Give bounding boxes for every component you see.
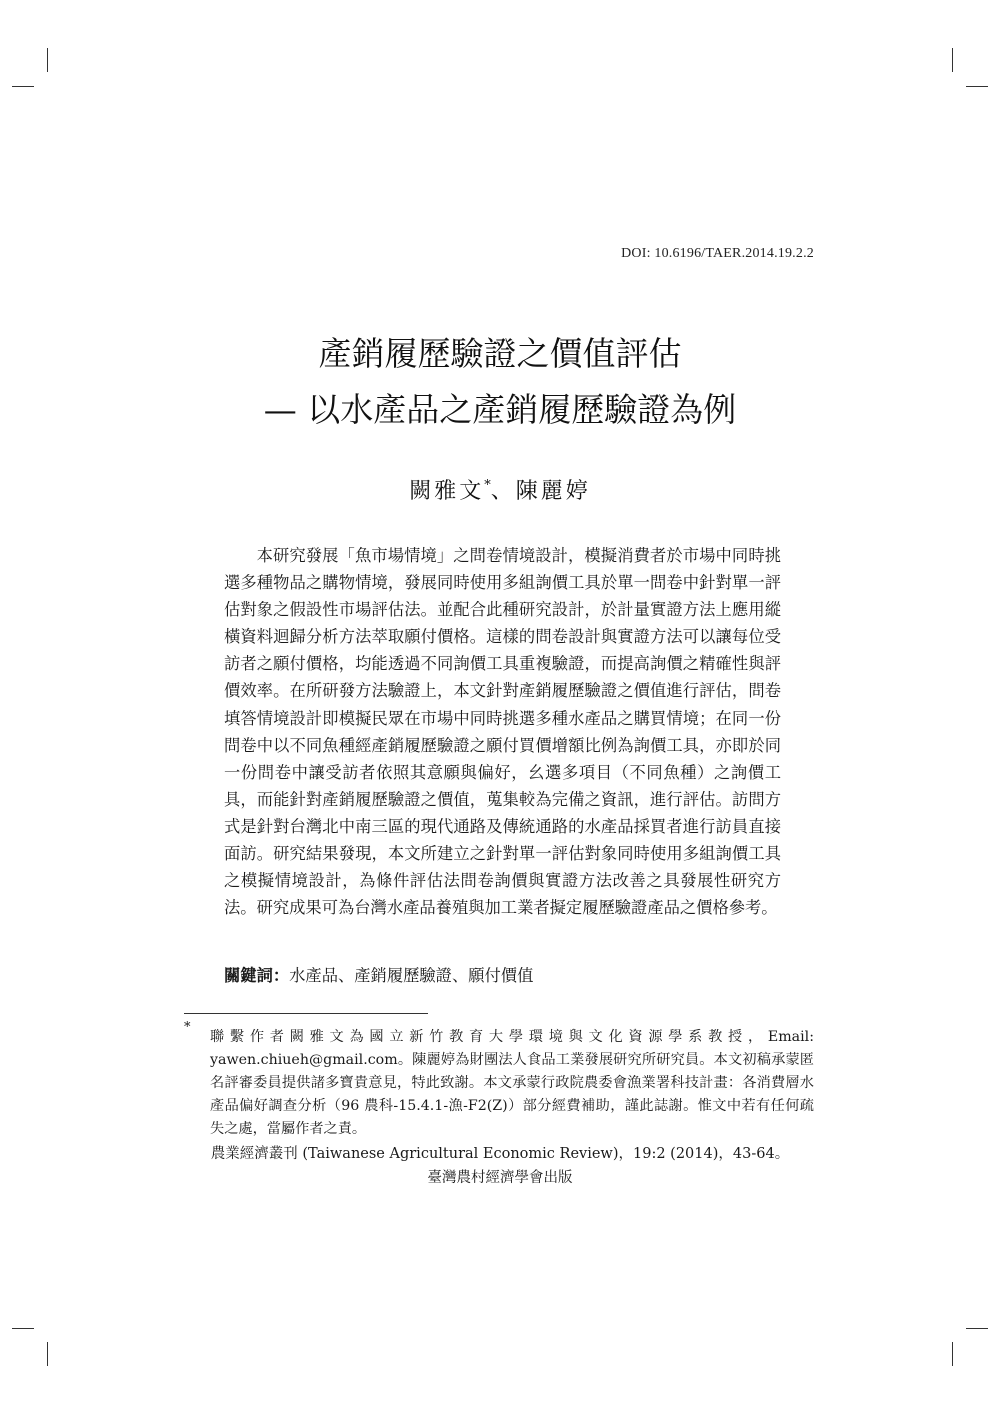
doi-label: DOI: 10.6196/TAER.2014.19.2.2 [621, 246, 814, 261]
footnote-divider [184, 1013, 428, 1014]
author-list [0, 474, 1000, 505]
crop-mark [966, 86, 988, 87]
journal-citation: 農業經濟叢刊 (Taiwanese Agricultural Economic Review)，19:2 (2014)，43-64。 [210, 1146, 790, 1162]
footnote-text: 聯繫作者闕雅文為國立新竹教育大學環境與文化資源學系教授，Email: yawen.chiueh@gmail.com。陳麗婷為財團法人食品工業發展研究所研究員。本文初稿承蒙匿名評審委員提供諸多寶貴意見，特此致謝。本文承蒙行政院農委會漁業署科技計畫：各消費層水產品偏好調查分析（96 農科-15.4.1-漁-F2(Z)）部分經費補助，謹此誌謝。惟文中若有任何疏失之處，當屬作者之責。 [210, 1029, 814, 1137]
title-line-1: 產銷履歷驗證之價值評估 [318, 334, 682, 373]
crop-mark [47, 1342, 48, 1366]
paper-title [0, 326, 1000, 438]
crop-mark [12, 1328, 34, 1329]
author-footnote-mark: * [484, 478, 491, 493]
crop-mark [952, 48, 953, 72]
author-name: 闕雅文 [409, 479, 485, 504]
journal-publisher: 臺灣農村經濟學會出版 [427, 1170, 573, 1186]
abstract-text: 本研究發展「魚市場情境」之問卷情境設計，模擬消費者於市場中同時挑選多種物品之購物情境，發展同時使用多組詢價工具於單一問卷中針對單一評估對象之假設性市場評估法。並配合此種研究設計，於計量實證方法上應用縱橫資料迴歸分析方法萃取願付價格。這樣的問卷設計與實證方法可以讓每位受訪者之願付價格，均能透過不同詢價工具重複驗證，而提高詢價之精確性與評價效率。在所研發方法驗證上，本文針對產銷履歷驗證之價值進行評估，問卷填答情境設計即模擬民眾在市場中同時挑選多種水產品之購買情境；在同一份問卷中以不同魚種經產銷履歷驗證之願付買價增額比例為詢價工具，亦即於同一份問卷中讓受訪者依照其意願與偏好，幺選多項目（不同魚種）之詢價工具，而能針對產銷履歷驗證之價值，蒐集較為完備之資訊，進行評估。訪問方式是針對台灣北中南三區的現代通路及傳統通路的水產品採買者進行訪員直接面訪。研究結果發現，本文所建立之針對單一評估對象同時使用多組詢價工具之模擬情境設計，為條件評估法問卷詢價與實證方法改善之具發展性研究方法。研究成果可為台灣水產品養殖與加工業者擬定履歷驗證產品之價格參考。 [224, 546, 781, 918]
journal-info [0, 1142, 1000, 1190]
author-separator: 、 [490, 479, 516, 504]
crop-mark [47, 48, 48, 72]
footnote-mark: * [184, 1020, 191, 1035]
crop-mark [12, 86, 34, 87]
crop-mark [952, 1342, 953, 1366]
keywords-label: 關鍵詞： [224, 966, 290, 985]
keywords-text: 水產品、產銷履歷驗證、願付價值 [289, 966, 534, 985]
keywords [224, 962, 784, 986]
author-name: 陳麗婷 [515, 479, 591, 504]
title-line-2: — 以水產品之產銷履歷驗證為例 [263, 390, 737, 429]
crop-mark [966, 1328, 988, 1329]
